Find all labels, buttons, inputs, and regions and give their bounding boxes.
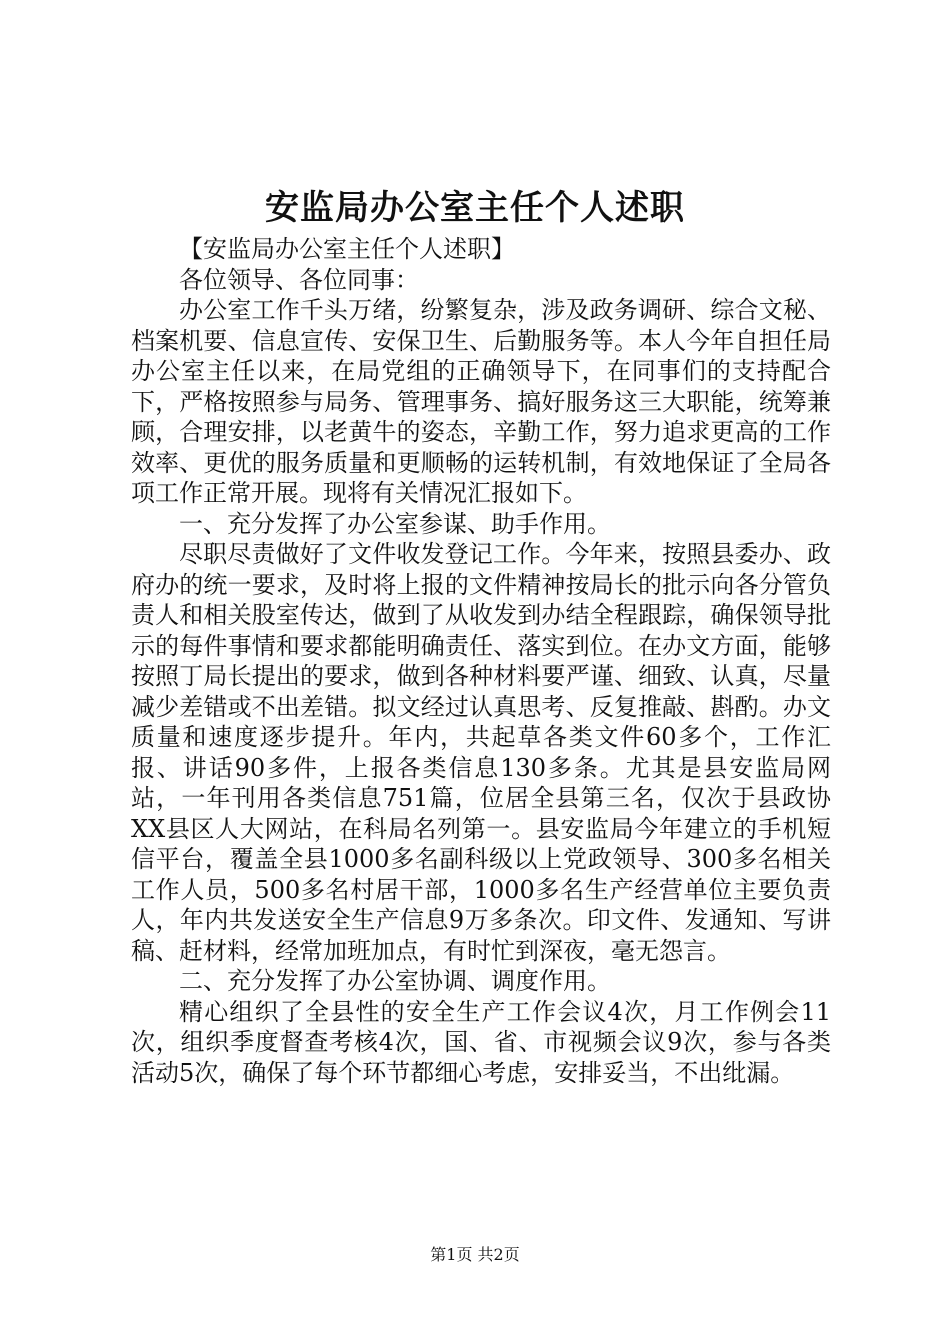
document-body bbox=[131, 234, 831, 1088]
page-footer: 第1页 共2页 bbox=[430, 1245, 520, 1264]
section-header-paragraph: 【安监局办公室主任个人述职】 bbox=[179, 235, 515, 263]
salutation-paragraph: 各位领导、各位同事： bbox=[179, 265, 419, 294]
section-1-paragraph: 尽职尽责做好了文件收发登记工作。今年来，按照县委办、政府办的统一要求，及时将上报的文件精神按局长的批示向各分管负责人和相关股室传达，做到了从收发到办结全程跟踪，确保领导批示的每件事情和要求都能明确责任、落实到位。在办文方面，能够按照丁局长提出的要求，做到各种材料要严谨、细致、认真，尽量减少差错或不出差错。拟文经过认真思考、反复推敲、斟酌。办文质量和速度逐步提升。年内，共起草各类文件60多个，工作汇报、讲话90多件，上报各类信息130多条。尤其是县安监局网站，一年刊用各类信息751篇，位居全县第三名，仅次于县政协XX县区人大网站，在科局名列第一。县安监局今年建立的手机短信平台，覆盖全县1000多名副科级以上党政领导、300多名相关工作人员，500多名村居干部，1000多名生产经营单位主要负责人，年内共发送安全生产信息9万多条次。印文件、发通知、写讲稿、赶材料，经常加班加点，有时忙到深夜，毫无怨言。 bbox=[131, 540, 831, 965]
section-2-paragraph: 精心组织了全县性的安全生产工作会议4次，月工作例会11次，组织季度督查考核4次，国、省、市视频会议9次，参与各类活动5次，确保了每个环节都细心考虑，安排妥当，不出纰漏。 bbox=[131, 997, 831, 1087]
intro-paragraph: 办公室工作千头万绪，纷繁复杂，涉及政务调研、综合文秘、档案机要、信息宣传、安保卫生、后勤服务等。本人今年自担任局办公室主任以来，在局党组的正确领导下，在同事们的支持配合下，严格按照参与局务、管理事务、搞好服务这三大职能，统筹兼顾，合理安排，以老黄牛的姿态，辛勤工作，努力追求更高的工作效率、更优的服务质量和更顺畅的运转机制，有效地保证了全局各项工作正常开展。现将有关情况汇报如下。 bbox=[131, 296, 831, 507]
section-heading-2: 二、充分发挥了办公室协调、调度作用。 bbox=[179, 967, 611, 995]
document-title: 安监局办公室主任个人述职 bbox=[265, 188, 685, 228]
section-heading-1: 一、充分发挥了办公室参谋、助手作用。 bbox=[179, 509, 611, 538]
